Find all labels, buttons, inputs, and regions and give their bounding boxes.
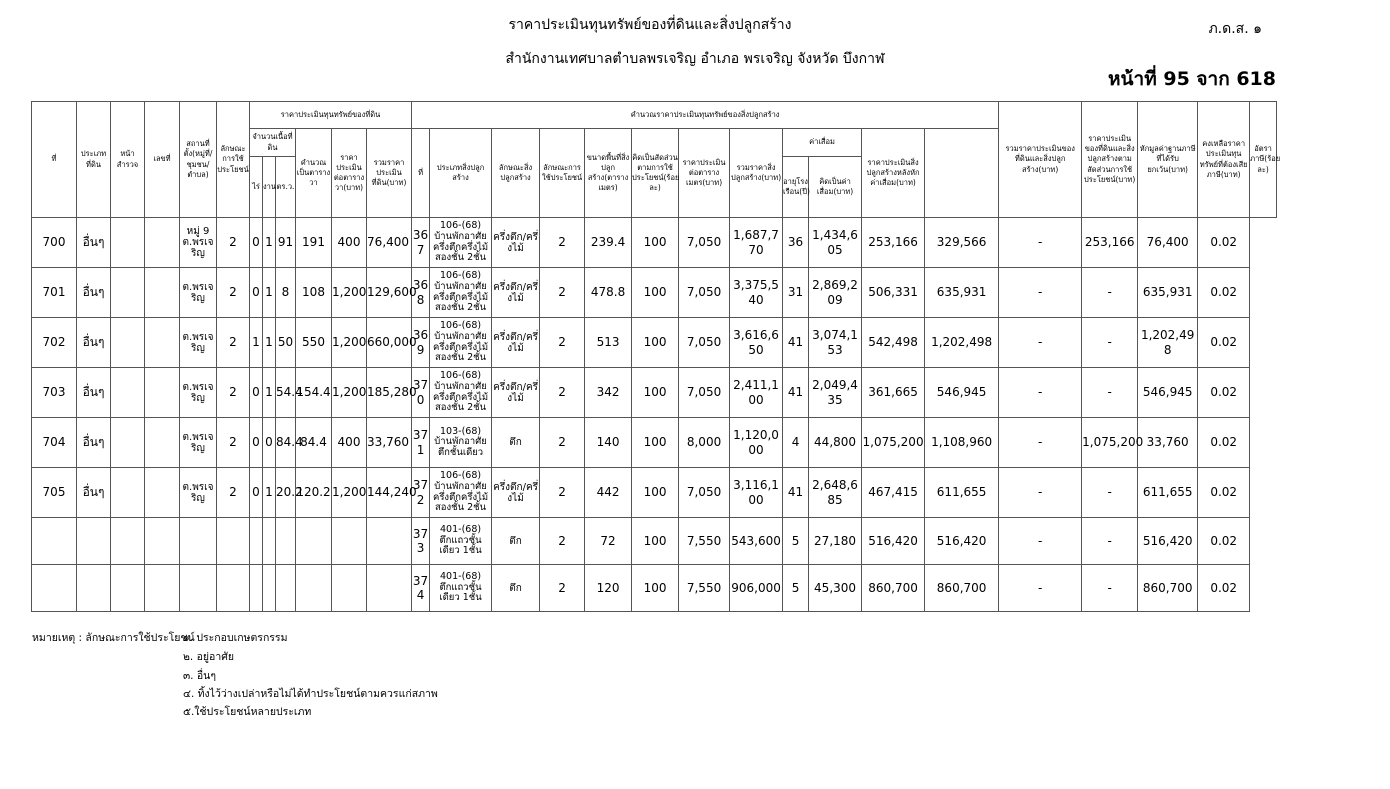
cell-no	[32, 565, 77, 612]
col-building-type: ประเภทสิ่งปลูกสร้าง	[430, 129, 492, 218]
cell-sqwa: 50	[276, 318, 296, 368]
cell-calc-sqwa: 550	[296, 318, 332, 368]
cell-b-net: 467,415	[862, 468, 925, 518]
cell-b-ratio: 100	[632, 565, 679, 612]
cell-rai: 0	[250, 268, 263, 318]
cell-b-dep: 2,049,435	[809, 368, 862, 418]
table-row	[32, 318, 1277, 368]
cell-tax-rate: 0.02	[1198, 218, 1250, 268]
form-code: ภ.ด.ส. ๑	[1208, 21, 1262, 37]
cell-mixed-value: -	[999, 268, 1082, 318]
col-mixed-value: ราคาประเมินของที่ดินและสิ่งปลูกสร้างตามสัดส่วนการใช้ประโยชน์(บาท)	[1082, 102, 1138, 218]
cell-exempt: -	[1082, 565, 1138, 612]
col-price-per-sqwa: ราคาประเมินต่อตารางวา(บาท)	[332, 129, 367, 218]
cell-b-dep: 44,800	[809, 418, 862, 468]
cell-b-no: 373	[412, 518, 430, 565]
cell-doc-no	[145, 565, 180, 612]
cell-sqwa: 84.4	[276, 418, 296, 468]
cell-land-use	[217, 565, 250, 612]
cell-b-total: 3,616,650	[730, 318, 783, 368]
cell-b-area: 342	[585, 368, 632, 418]
cell-b-price-sqm: 7,050	[679, 468, 730, 518]
cell-survey-page	[111, 218, 145, 268]
cell-exempt: -	[1082, 268, 1138, 318]
cell-price-per-sqwa	[332, 565, 367, 612]
note-item-2: ๒. อยู่อาศัย	[183, 651, 235, 663]
cell-b-dep: 45,300	[809, 565, 862, 612]
cell-land-total	[367, 565, 412, 612]
cell-land-type: อื่นๆ	[77, 218, 111, 268]
cell-sqwa: 54.4	[276, 368, 296, 418]
cell-b-use: 2	[540, 368, 585, 418]
cell-rai: 0	[250, 418, 263, 468]
cell-calc-sqwa: 154.4	[296, 368, 332, 418]
cell-taxable: 1,202,498	[1138, 318, 1198, 368]
col-location: สถานที่ตั้ง(หมู่ที่/ชุมชน/ตำบล)	[180, 102, 217, 218]
cell-ngan: 1	[263, 268, 276, 318]
cell-b-dep: 1,434,605	[809, 218, 862, 268]
cell-b-style: ครึ่งตึก/ครึ่งไม้	[492, 318, 540, 368]
cell-b-type: 106-(68) บ้านพักอาศัยครึ่งตึกครึ่งไม้สองชั้น 2ชั้น	[430, 268, 492, 318]
cell-land-total: 33,760	[367, 418, 412, 468]
cell-location: ต.พรเจริญ	[180, 468, 217, 518]
cell-ngan: 1	[263, 218, 276, 268]
col-calc-sqwa: คำนวณเป็นตารางวา	[296, 129, 332, 218]
cell-total-value: 329,566	[925, 218, 999, 268]
cell-land-type: อื่นๆ	[77, 368, 111, 418]
cell-no: 703	[32, 368, 77, 418]
cell-b-type: 106-(68) บ้านพักอาศัยครึ่งตึกครึ่งไม้สองชั้น 2ชั้น	[430, 318, 492, 368]
cell-mixed-value: -	[999, 318, 1082, 368]
cell-b-use: 2	[540, 268, 585, 318]
cell-no: 700	[32, 218, 77, 268]
cell-exempt: -	[1082, 318, 1138, 368]
cell-mixed-value: -	[999, 565, 1082, 612]
col-building-price-sqm: ราคาประเมินต่อตารางเมตร(บาท)	[679, 129, 730, 218]
cell-price-per-sqwa: 1,200	[332, 318, 367, 368]
cell-exempt: -	[1082, 368, 1138, 418]
cell-b-style: ตึก	[492, 518, 540, 565]
cell-b-price-sqm: 7,550	[679, 565, 730, 612]
cell-b-area: 120	[585, 565, 632, 612]
cell-total-value: 546,945	[925, 368, 999, 418]
group-depreciation: ค่าเสื่อม	[783, 129, 862, 157]
cell-b-area: 478.8	[585, 268, 632, 318]
cell-land-type	[77, 565, 111, 612]
cell-exempt: -	[1082, 468, 1138, 518]
cell-b-dep: 3,074,153	[809, 318, 862, 368]
note-item-4: ๔. ทิ้งไว้ว่างเปล่าหรือไม่ได้ทำประโยชน์ตามควรแก่สภาพ	[183, 688, 438, 700]
page-title: ราคาประเมินทุนทรัพย์ของที่ดินและสิ่งปลูกสร้าง	[508, 17, 792, 33]
cell-b-use: 2	[540, 518, 585, 565]
cell-b-area: 140	[585, 418, 632, 468]
cell-no: 701	[32, 268, 77, 318]
cell-price-per-sqwa: 400	[332, 418, 367, 468]
cell-land-total: 660,000	[367, 318, 412, 368]
cell-price-per-sqwa: 1,200	[332, 368, 367, 418]
cell-sqwa: 91	[276, 218, 296, 268]
group-building-assessment: คำนวณราคาประเมินทุนทรัพย์ของสิ่งปลูกสร้าง	[412, 102, 999, 129]
cell-land-use: 2	[217, 418, 250, 468]
cell-survey-page	[111, 518, 145, 565]
cell-b-area: 239.4	[585, 218, 632, 268]
cell-ngan: 0	[263, 418, 276, 468]
cell-b-style: ตึก	[492, 418, 540, 468]
cell-tax-rate: 0.02	[1198, 518, 1250, 565]
col-tax-rate: อัตราภาษี(ร้อยละ)	[1250, 102, 1277, 218]
cell-b-type: 106-(68) บ้านพักอาศัยครึ่งตึกครึ่งไม้สองชั้น 2ชั้น	[430, 218, 492, 268]
cell-b-age: 41	[783, 368, 809, 418]
cell-b-age: 36	[783, 218, 809, 268]
table-body	[32, 218, 1277, 612]
cell-b-no: 370	[412, 368, 430, 418]
col-building-ratio: คิดเป็นสัดส่วนตามการใช้ประโยชน์(ร้อยละ)	[632, 129, 679, 218]
cell-b-total: 906,000	[730, 565, 783, 612]
cell-location: ต.พรเจริญ	[180, 368, 217, 418]
table-row	[32, 218, 1277, 268]
cell-mixed-value: -	[999, 218, 1082, 268]
col-building-total: รวมราคาสิ่งปลูกสร้าง(บาท)	[730, 129, 783, 218]
cell-tax-rate: 0.02	[1198, 418, 1250, 468]
cell-b-ratio: 100	[632, 268, 679, 318]
cell-tax-rate: 0.02	[1198, 318, 1250, 368]
col-taxable: คงเหลือราคาประเมินทุนทรัพย์ที่ต้องเสียภาษี(บาท)	[1198, 102, 1250, 218]
cell-b-net: 542,498	[862, 318, 925, 368]
cell-tax-rate: 0.02	[1198, 468, 1250, 518]
cell-b-total: 3,116,100	[730, 468, 783, 518]
cell-location	[180, 565, 217, 612]
cell-exempt: -	[1082, 518, 1138, 565]
cell-sqwa: 20.2	[276, 468, 296, 518]
cell-price-per-sqwa: 400	[332, 218, 367, 268]
cell-no: 702	[32, 318, 77, 368]
cell-land-use: 2	[217, 368, 250, 418]
cell-no	[32, 518, 77, 565]
table-row	[32, 368, 1277, 418]
col-ngan: งาน	[263, 157, 276, 218]
cell-taxable: 611,655	[1138, 468, 1198, 518]
col-building-area: ขนาดพื้นที่สิ่งปลูกสร้าง(ตารางเมตร)	[585, 129, 632, 218]
cell-b-use: 2	[540, 318, 585, 368]
cell-b-ratio: 100	[632, 518, 679, 565]
cell-b-age: 31	[783, 268, 809, 318]
cell-rai: 0	[250, 468, 263, 518]
group-land-area: จำนวนเนื้อที่ดิน	[250, 129, 296, 157]
cell-b-ratio: 100	[632, 468, 679, 518]
cell-b-no: 367	[412, 218, 430, 268]
cell-b-age: 41	[783, 318, 809, 368]
cell-doc-no	[145, 418, 180, 468]
cell-location: ต.พรเจริญ	[180, 318, 217, 368]
col-land-total: รวมราคาประเมินที่ดิน(บาท)	[367, 129, 412, 218]
cell-ngan	[263, 518, 276, 565]
cell-b-use: 2	[540, 565, 585, 612]
cell-tax-rate: 0.02	[1198, 268, 1250, 318]
note-item-1: ๑. ประกอบเกษตรกรรม	[183, 632, 288, 644]
cell-b-type: 106-(68) บ้านพักอาศัยครึ่งตึกครึ่งไม้สองชั้น 2ชั้น	[430, 468, 492, 518]
cell-doc-no	[145, 368, 180, 418]
cell-calc-sqwa: 84.4	[296, 418, 332, 468]
cell-land-total: 76,400	[367, 218, 412, 268]
col-depreciation: คิดเป็นค่าเสื่อม(บาท)	[809, 157, 862, 218]
cell-location	[180, 518, 217, 565]
cell-b-style: ครึ่งตึก/ครึ่งไม้	[492, 468, 540, 518]
cell-land-total: 129,600	[367, 268, 412, 318]
table-row	[32, 418, 1277, 468]
cell-survey-page	[111, 268, 145, 318]
cell-b-dep: 27,180	[809, 518, 862, 565]
cell-b-age: 4	[783, 418, 809, 468]
cell-total-value: 860,700	[925, 565, 999, 612]
cell-b-ratio: 100	[632, 418, 679, 468]
cell-doc-no	[145, 268, 180, 318]
cell-land-use: 2	[217, 318, 250, 368]
cell-b-age: 5	[783, 565, 809, 612]
cell-b-style: ครึ่งตึก/ครึ่งไม้	[492, 368, 540, 418]
cell-total-value: 1,202,498	[925, 318, 999, 368]
cell-rai	[250, 518, 263, 565]
cell-calc-sqwa: 108	[296, 268, 332, 318]
cell-b-no: 371	[412, 418, 430, 468]
cell-land-type: อื่นๆ	[77, 318, 111, 368]
cell-b-age: 41	[783, 468, 809, 518]
col-survey-page: หน้าสำรวจ	[111, 102, 145, 218]
cell-b-area: 72	[585, 518, 632, 565]
cell-b-net: 253,166	[862, 218, 925, 268]
table-row	[32, 268, 1277, 318]
col-rai: ไร่	[250, 157, 263, 218]
cell-b-net: 516,420	[862, 518, 925, 565]
cell-b-no: 374	[412, 565, 430, 612]
col-no: ที่	[32, 102, 77, 218]
cell-ngan: 1	[263, 318, 276, 368]
cell-price-per-sqwa: 1,200	[332, 468, 367, 518]
cell-exempt: 253,166	[1082, 218, 1138, 268]
cell-sqwa: 8	[276, 268, 296, 318]
cell-survey-page	[111, 318, 145, 368]
cell-b-net: 1,075,200	[862, 418, 925, 468]
cell-taxable: 76,400	[1138, 218, 1198, 268]
cell-price-per-sqwa	[332, 518, 367, 565]
cell-b-total: 543,600	[730, 518, 783, 565]
group-land-assessment: ราคาประเมินทุนทรัพย์ของที่ดิน	[250, 102, 412, 129]
cell-b-ratio: 100	[632, 318, 679, 368]
cell-calc-sqwa: 120.2	[296, 468, 332, 518]
cell-b-area: 442	[585, 468, 632, 518]
cell-mixed-value: -	[999, 468, 1082, 518]
cell-b-ratio: 100	[632, 218, 679, 268]
cell-b-total: 2,411,100	[730, 368, 783, 418]
cell-b-price-sqm: 7,050	[679, 368, 730, 418]
cell-location: ต.พรเจริญ	[180, 418, 217, 468]
cell-b-total: 3,375,540	[730, 268, 783, 318]
cell-land-type: อื่นๆ	[77, 468, 111, 518]
col-building-style: ลักษณะสิ่งปลูกสร้าง	[492, 129, 540, 218]
col-building-no: ที่	[412, 129, 430, 218]
cell-taxable: 546,945	[1138, 368, 1198, 418]
cell-total-value: 635,931	[925, 268, 999, 318]
col-building-age: อายุโรงเรือน(ปี)	[783, 157, 809, 218]
cell-b-net: 860,700	[862, 565, 925, 612]
cell-total-value: 611,655	[925, 468, 999, 518]
col-sqwa: ตร.ว.	[276, 157, 296, 218]
cell-b-net: 506,331	[862, 268, 925, 318]
cell-location: ต.พรเจริญ	[180, 268, 217, 318]
cell-land-use: 2	[217, 218, 250, 268]
col-land-use: ลักษณะการใช้ประโยชน์	[217, 102, 250, 218]
note-item-3: ๓. อื่นๆ	[183, 670, 216, 682]
cell-sqwa	[276, 518, 296, 565]
cell-no: 704	[32, 418, 77, 468]
cell-exempt: 1,075,200	[1082, 418, 1138, 468]
cell-b-style: ครึ่งตึก/ครึ่งไม้	[492, 268, 540, 318]
cell-land-type: อื่นๆ	[77, 418, 111, 468]
cell-doc-no	[145, 518, 180, 565]
cell-b-price-sqm: 7,550	[679, 518, 730, 565]
cell-b-dep: 2,648,685	[809, 468, 862, 518]
cell-b-no: 369	[412, 318, 430, 368]
cell-b-use: 2	[540, 418, 585, 468]
cell-survey-page	[111, 368, 145, 418]
cell-doc-no	[145, 318, 180, 368]
col-exempt: หักมูลค่าฐานภาษีที่ได้รับยกเว้น(บาท)	[1138, 102, 1198, 218]
cell-ngan: 1	[263, 368, 276, 418]
cell-b-type: 401-(68) ตึกแถวชั้นเดียว 1ชั้น	[430, 565, 492, 612]
cell-land-total	[367, 518, 412, 565]
cell-taxable: 516,420	[1138, 518, 1198, 565]
cell-rai: 1	[250, 318, 263, 368]
cell-taxable: 635,931	[1138, 268, 1198, 318]
cell-tax-rate: 0.02	[1198, 368, 1250, 418]
cell-ngan: 1	[263, 468, 276, 518]
cell-ngan	[263, 565, 276, 612]
cell-mixed-value: -	[999, 418, 1082, 468]
table-row	[32, 565, 1277, 612]
cell-survey-page	[111, 565, 145, 612]
cell-calc-sqwa	[296, 565, 332, 612]
cell-price-per-sqwa: 1,200	[332, 268, 367, 318]
cell-doc-no	[145, 468, 180, 518]
col-building-net: ราคาประเมินสิ่งปลูกสร้างหลังหักค่าเสื่อม(บาท)	[862, 129, 925, 218]
assessment-table	[31, 101, 1281, 612]
cell-taxable: 860,700	[1138, 565, 1198, 612]
cell-land-type	[77, 518, 111, 565]
col-land-type: ประเภทที่ดิน	[77, 102, 111, 218]
cell-survey-page	[111, 418, 145, 468]
cell-rai: 0	[250, 368, 263, 418]
cell-b-price-sqm: 8,000	[679, 418, 730, 468]
cell-b-price-sqm: 7,050	[679, 218, 730, 268]
cell-land-use: 2	[217, 468, 250, 518]
cell-total-value: 516,420	[925, 518, 999, 565]
cell-b-use: 2	[540, 468, 585, 518]
note-item-5: ๕.ใช้ประโยชน์หลายประเภท	[183, 706, 312, 718]
col-doc-no: เลขที่	[145, 102, 180, 218]
cell-calc-sqwa: 191	[296, 218, 332, 268]
cell-land-total: 144,240	[367, 468, 412, 518]
cell-sqwa	[276, 565, 296, 612]
cell-b-style: ตึก	[492, 565, 540, 612]
cell-b-dep: 2,869,209	[809, 268, 862, 318]
cell-b-price-sqm: 7,050	[679, 318, 730, 368]
cell-land-use: 2	[217, 268, 250, 318]
col-total-value: รวมราคาประเมินของที่ดินและสิ่งปลูกสร้าง(บาท)	[999, 102, 1082, 218]
cell-b-no: 368	[412, 268, 430, 318]
cell-land-type: อื่นๆ	[77, 268, 111, 318]
cell-b-total: 1,687,770	[730, 218, 783, 268]
cell-no: 705	[32, 468, 77, 518]
cell-total-value: 1,108,960	[925, 418, 999, 468]
cell-taxable: 33,760	[1138, 418, 1198, 468]
col-building-use: ลักษณะการใช้ประโยชน์	[540, 129, 585, 218]
cell-b-area: 513	[585, 318, 632, 368]
table-row	[32, 468, 1277, 518]
cell-b-type: 401-(68) ตึกแถวชั้นเดียว 1ชั้น	[430, 518, 492, 565]
cell-b-use: 2	[540, 218, 585, 268]
cell-b-price-sqm: 7,050	[679, 268, 730, 318]
cell-b-net: 361,665	[862, 368, 925, 418]
cell-land-total: 185,280	[367, 368, 412, 418]
office-subtitle: สำนักงานเทศบาลตำบลพรเจริญ อำเภอ พรเจริญ จังหวัด บึงกาฬ	[505, 51, 885, 67]
cell-rai	[250, 565, 263, 612]
cell-tax-rate: 0.02	[1198, 565, 1250, 612]
cell-mixed-value: -	[999, 368, 1082, 418]
cell-b-ratio: 100	[632, 368, 679, 418]
table-row	[32, 518, 1277, 565]
note-label: หมายเหตุ : ลักษณะการใช้ประโยชน์	[32, 632, 195, 644]
cell-calc-sqwa	[296, 518, 332, 565]
cell-b-age: 5	[783, 518, 809, 565]
cell-land-use	[217, 518, 250, 565]
cell-b-type: 103-(68) บ้านพักอาศัยตึกชั้นเดียว	[430, 418, 492, 468]
cell-location: หมู่ 9 ต.พรเจริญ	[180, 218, 217, 268]
cell-survey-page	[111, 468, 145, 518]
cell-b-total: 1,120,000	[730, 418, 783, 468]
cell-rai: 0	[250, 218, 263, 268]
cell-doc-no	[145, 218, 180, 268]
page-number: หน้าที่ 95 จาก 618	[1108, 68, 1276, 90]
cell-b-type: 106-(68) บ้านพักอาศัยครึ่งตึกครึ่งไม้สองชั้น 2ชั้น	[430, 368, 492, 418]
cell-mixed-value: -	[999, 518, 1082, 565]
cell-b-style: ครึ่งตึก/ครึ่งไม้	[492, 218, 540, 268]
cell-b-no: 372	[412, 468, 430, 518]
